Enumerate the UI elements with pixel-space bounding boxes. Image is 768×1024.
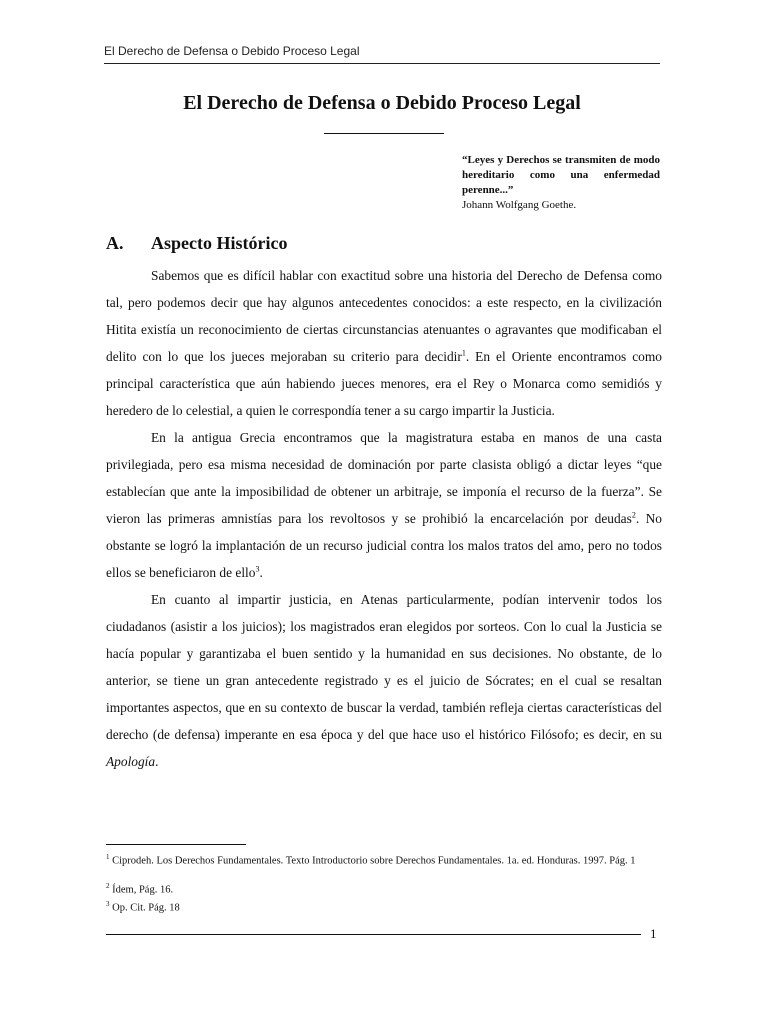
footnote: [106, 897, 662, 916]
paragraph-text: .: [259, 565, 263, 580]
italic-title: Apología: [106, 754, 156, 769]
running-header: [104, 44, 660, 64]
paragraph-text: En cuanto al impartir justicia, en Atenas particularmente, podían intervenir todos los ciudadanos (asistir a los juicios); los magistrados eran elegidos por sorteos. Con lo cual la Justicia se hacía popular y garantizaba el buen sentido y la humanidad en sus decisiones. No obstante, de lo anterior, se tiene un gran antecedente registrado y es el juicio de Sócrates; en el cual se resaltan importantes aspectos, que en su contexto de buscar la verdad, también refleja ciertas características del derecho (de defensa) imperante en esa época y del que hace uso el histórico Filósofo; es decir, en su: [106, 592, 662, 742]
epigraph: [462, 153, 660, 213]
footnote-mark: 2: [106, 881, 110, 890]
footnote-text: Op. Cit. Pág. 18: [109, 902, 180, 914]
title-underline: [324, 133, 444, 134]
section-title: Aspecto Histórico: [151, 233, 288, 253]
footnote: [106, 850, 662, 869]
footnote-text: Ídem, Pág. 16.: [109, 884, 174, 895]
footnote: [106, 879, 662, 898]
footnote-mark: 1: [106, 853, 110, 861]
paragraph-text: . No obstante se logró la implantación de un recurso judicial contra los malos tratos del amo, pero no todos ellos se beneficiaron de ello: [106, 511, 662, 580]
running-header-title: El Derecho de Defensa o Debido Proceso Legal: [104, 44, 360, 58]
epigraph-author: Johann Wolfgang Goethe.: [462, 199, 577, 211]
footnote-mark: 3: [106, 900, 110, 908]
page-number: 1: [650, 926, 657, 941]
paragraph-text: . En el Oriente encontramos como principal característica que aún habiendo jueces menores, era el Rey o Monarca como semidiós y heredero de lo celestial, a quien le correspondía tener a su cargo impartir la Justicia.: [106, 349, 662, 418]
footnote-separator: [106, 844, 246, 845]
epigraph-quote: “Leyes y Derechos se transmiten de modo hereditario como una enfermedad perenne...”: [462, 154, 660, 196]
paragraph: [106, 586, 662, 775]
footnote-text: Ciprodeh. Los Derechos Fundamentales. Texto Introductorio sobre Derechos Fundamentales. 1a. ed. Honduras. 1997. Pág. 1: [109, 855, 636, 867]
footnote-ref[interactable]: 2: [631, 510, 636, 520]
footnote-ref[interactable]: 1: [461, 348, 466, 358]
paragraph: [106, 424, 662, 586]
body-text: [106, 262, 662, 775]
section-heading: [106, 233, 662, 254]
paragraph-text: En la antigua Grecia encontramos que la magistratura estaba en manos de una casta privilegiada, pero esa misma necesidad de dominación por parte clasista obligó a dictar leyes “que establecían que ante la imposibilidad de obtener un arbitraje, se imponía el recurso de la fuerza”. Se vieron las primeras amnistías para los revoltosos y se prohibió la encarcelación por deudas: [106, 430, 662, 526]
paragraph: [106, 262, 662, 424]
footnotes: [106, 850, 662, 916]
document-title: El Derecho de Defensa o Debido Proceso Legal: [183, 92, 581, 114]
paragraph-text: .: [155, 754, 159, 769]
paragraph-text: Sabemos que es difícil hablar con exactitud sobre una historia del Derecho de Defensa como tal, pero podemos decir que hay algunos antecedentes conocidos: a este respecto, en la civilización Hitita existía un reconocimiento de ciertas circunstancias atenuantes o agravantes que modificaban el delito con lo que los jueces mejoraban su criterio para decidir: [106, 268, 662, 364]
footer-rule: [106, 934, 641, 935]
section-letter: A.: [106, 233, 124, 253]
footnote-ref[interactable]: 3: [255, 564, 260, 574]
